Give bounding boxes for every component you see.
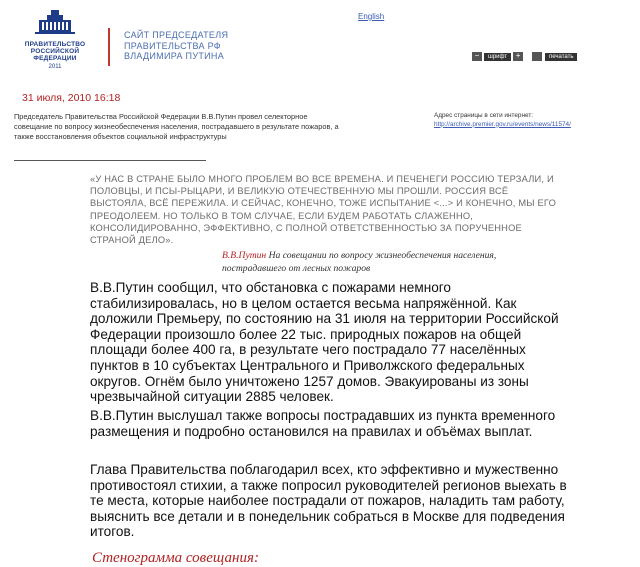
printer-icon: [532, 52, 542, 61]
government-building-icon: [33, 10, 77, 34]
article-lead: Председатель Правительства Российской Федерации В.В.Путин провел селекторное совещание по вопросу жизнеобеспечения населения, пострадавшего в результате пожаров, а также восстановления объектов социальной инфраструктуры: [14, 112, 339, 141]
quote-author: В.В.Путин: [222, 250, 267, 261]
logo-year: 2011: [48, 63, 62, 70]
site-title: САЙТ ПРЕДСЕДАТЕЛЯ ПРАВИТЕЛЬСТВА РФ ВЛАДИМИРА ПУТИНА: [124, 30, 229, 61]
article-paragraph: В.В.Путин сообщил, что обстановка с пожарами немного стабилизировалась, но в целом остается весьма напряжённой. Как доложили Премьеру, по состоянию на 31 июля на территории Российской Федерации произошло более 22 тыс. природных пожаров на общей площади более 400 га, в результате чего пострадало 77 населённых пунктов в 10 субъектах Центрального и Приволжского федеральных округов. Огнём было уничтожено 1257 домов. Эвакуированы из зоны чрезвычайной ситуации 2885 человек.: [90, 280, 559, 405]
divider: [14, 160, 206, 161]
page-address: [434, 112, 624, 129]
print-label: печатать: [545, 53, 577, 61]
article-paragraph: Глава Правительства поблагодарил всех, кто эффективно и мужественно противостоял стихии, а также попросил руководителей регионов выехать в те места, которые наиболее пострадали от пожаров, наладить там работу, выяснить все детали и в понедельник собраться в Москве для подведения итогов.: [90, 462, 567, 540]
font-size-label: шрифт: [484, 53, 511, 61]
featured-quote: «У НАС В СТРАНЕ БЫЛО МНОГО ПРОБЛЕМ ВО ВСЕ ВРЕМЕНА. И ПЕЧЕНЕГИ РОССИЮ ТЕРЗАЛИ, И ПОЛОВЦЫ, И ПСЫ-РЫЦАРИ, И ВЕЛИКУЮ ОТЕЧЕСТВЕННУЮ МЫ ПРОШЛИ. РОССИЯ ВСЁ ВЫСТОЯЛА, ВСЁ ПЕРЕЖИЛА. И СЕЙЧАС, КОНЕЧНО, ТОЖЕ ИСПЫТАНИЕ <...> И КОНЕЧНО, МЫ ЕГО ПРЕОДОЛЕЕМ. НО ТОЛЬКО В ТОМ СЛУЧАЕ, ЕСЛИ БУДЕМ РАБОТАТЬ СЛАЖЕННО, КОНСОЛИДИРОВАННО, ЭФФЕКТИВНО, С ПОЛНОЙ ОТВЕТСТВЕННОСТЬЮ ЗА ПОРУЧЕННОЕ СТРАНОЙ ДЕЛО».: [90, 174, 557, 246]
page-address-link[interactable]: http://archive.premier.gov.ru/events/news/11574/: [434, 120, 571, 128]
header-divider: [108, 28, 110, 66]
print-button[interactable]: [532, 52, 577, 61]
article-paragraph: В.В.Путин выслушал также вопросы пострадавших из пункта временного размещения и подробно остановился на правилах и объёмах выплат.: [90, 408, 556, 439]
logo-text: ПРАВИТЕЛЬСТВО РОССИЙСКОЙ ФЕДЕРАЦИИ: [24, 41, 86, 63]
quote-attribution: [222, 250, 552, 275]
transcript-heading: Стенограмма совещания:: [92, 550, 259, 566]
font-size-control: [472, 52, 523, 61]
government-logo[interactable]: [16, 10, 94, 82]
font-increase-button[interactable]: +: [513, 52, 523, 61]
page-address-label: Адрес страницы в сети интернет:: [434, 112, 534, 119]
article-date: 31 июля, 2010 16:18: [22, 92, 121, 104]
english-link[interactable]: English: [358, 12, 385, 21]
quote-source: На совещании по вопросу жизнеобеспечения населения, пострадавшего от лесных пожаров: [222, 250, 497, 274]
font-decrease-button[interactable]: −: [472, 52, 482, 61]
